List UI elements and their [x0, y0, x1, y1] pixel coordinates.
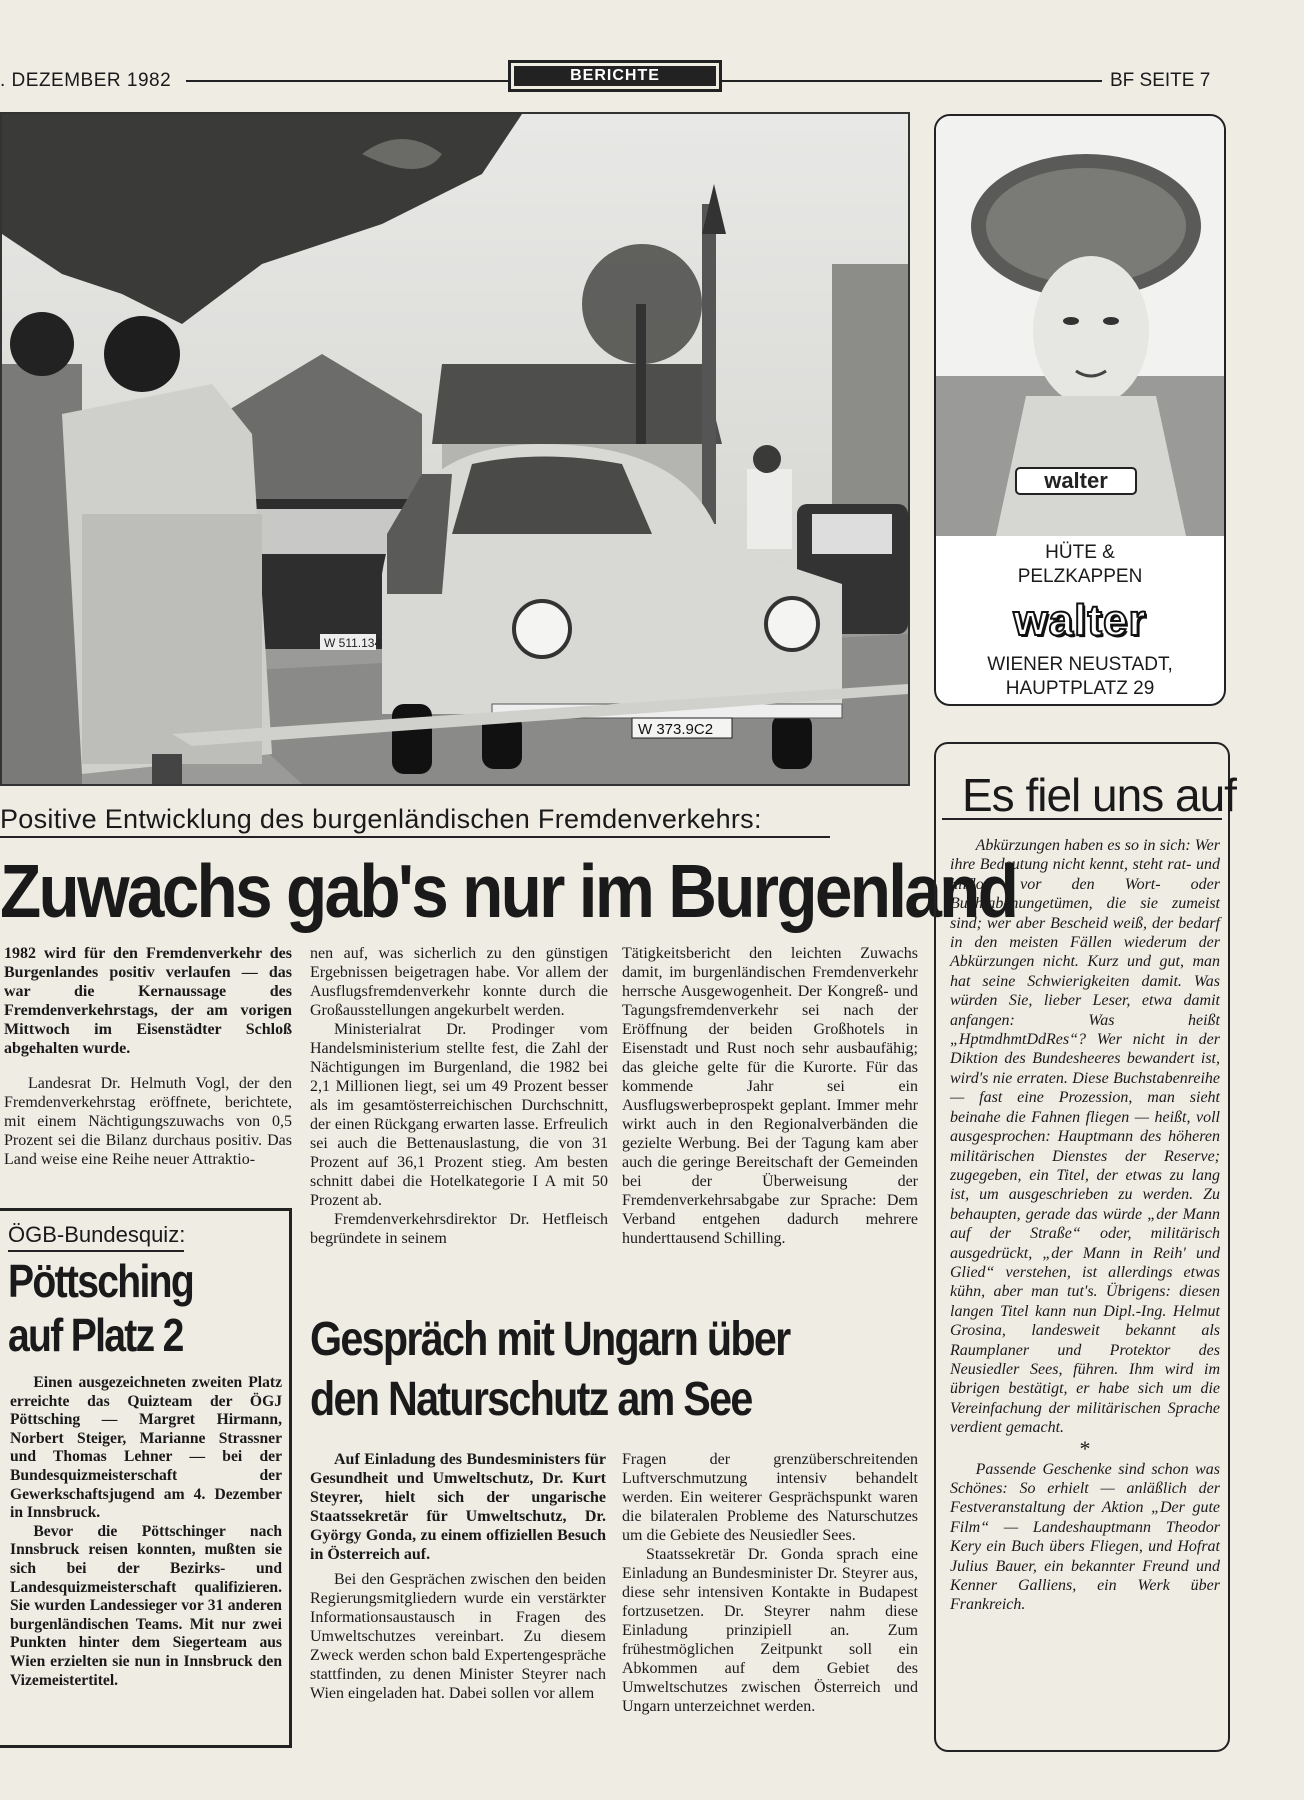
article1-headline: Zuwachs gab's nur im Burgenland	[0, 849, 1017, 933]
article1-col3-text: Tätigkeitsbericht den leichten Zuwachs damit, im burgenländischen Fremdenverkehr herrsche Ausgewogenheit. Der Kongreß- und Tagungsfremdenverkehr sei nach der Eröffnung der beiden Großhotels in Eisenstadt und Rust noch sehr ausbaufähig; das gleiche gelte für die Kurorte. Für das kommende Jahr sei ein Ausflugswerbeprospekt geplant. Immer mehr wirkt auch in den Regionalverbänden die gezielte Werbung. Bei der Tagung kam aber auch die geringe Bereitschaft der Gemeinden bei der Überweisung der Fremdenverkehrsabgabe zur Sprache: Dem Verband entgehen dadurch mehrere hunderttausend Schilling.	[622, 945, 918, 1247]
article1-col1	[4, 944, 292, 1169]
article1-lead: 1982 wird für den Fremdenverkehr des Burgenlandes positiv verlaufen — das war die Kernaussage des Fremdenverkehrstags, der am vorigen Mittwoch im Eisenstädter Schloß abgehalten wurde.	[4, 945, 292, 1057]
article1-col2-p3: Fremdenverkehrsdirektor Dr. Hetfleisch begründete in seinem	[310, 1211, 608, 1247]
quiz-headline-line2: auf Platz 2	[8, 1309, 183, 1361]
article1-kicker-rule	[0, 836, 830, 838]
quiz-body	[10, 1374, 282, 1690]
quiz-kicker: ÖGB-Bundesquiz:	[8, 1222, 186, 1247]
section-label	[508, 60, 722, 92]
article2-col1-body: Bei den Gesprächen zwischen den beiden Regierungsmitgliedern wurde ein verstärkter Informationsaustausch in Fragen des Umweltschutzes vereinbart. Zu diesem Zweck werden schon bald Expertengespräche stattfinden, zu denen Minister Steyrer nach Wien eingeladen hat. Dabei sollen vor allem	[310, 1571, 606, 1702]
quiz-kicker-rule	[8, 1250, 184, 1252]
quiz-body-p2: Bevor die Pöttschinger nach Innsbruck reisen konnten, mußten sie sich bei der Bezirks- und Landesquizmeisterschaft qualifizieren. Sie wurden Landessieger vor 31 anderen burgenländischen Teams. Mit nur zwei Punkten hinter dem Siegerteam aus Wien erzielten sie nun in Innsbruck den Vizemeistertitel.	[10, 1522, 282, 1689]
quiz-headline	[8, 1254, 193, 1362]
article2-col2-p2: Staatssekretär Dr. Gonda sprach eine Einladung an Bundesminister Dr. Steyrer aus, diese sehr intensiven Kontakte in Budapest fortzusetzen. Dr. Steyrer nahm diese Einladung prinzipiell an. Zum frühestmöglichen Zeitpunkt soll ein Abkommen auf dem Gebiet des Umweltschutzes zwischen Österreich und Ungarn unterzeichnet werden.	[622, 1546, 918, 1715]
sidebar-separator: *	[1079, 1435, 1091, 1461]
ad-address-1: WIENER NEUSTADT,	[987, 654, 1173, 675]
sidebar-p2: Passende Geschenke sind schon was Schönes: So erhielt — anläßlich der Festveranstaltung der Aktion „Der gute Film“ — Landeshauptmann Theodor Kery ein Buch übers Fliegen, und Hofrat Julius Bauer, ein bekannter Freund und Kenner Galliens, ein Werk über Frankreich.	[950, 1460, 1220, 1614]
header-rule-left	[186, 80, 508, 82]
article2-col1	[310, 1450, 606, 1703]
sidebar-title: Es fiel uns auf	[962, 769, 1236, 821]
issue-date: . DEZEMBER 1982	[0, 70, 172, 91]
article2-col2-p1: Fragen der grenzüberschreitenden Luftverschmutzung intensiv behandelt werden. Ein weiterer Gesprächspunkt waren die bilateralen Probleme des Naturschutzes um die Gebiete des Neusiedler Sees.	[622, 1451, 918, 1544]
article2-col2	[622, 1450, 918, 1716]
street-photo	[0, 112, 910, 786]
back-plate-text: W 511.134	[324, 636, 382, 650]
ad-line-1: HÜTE &	[1045, 542, 1115, 563]
article1-col1-body: Landesrat Dr. Helmuth Vogl, der den Fremdenverkehrstag eröffnete, berichtete, mit einem Nächtigungszuwachs von 0,5 Prozent sei die Bilanz durchaus positiv. Das Land weise eine Reihe neuer Attraktio-	[4, 1075, 292, 1168]
header-rule-right	[722, 80, 1102, 82]
sidebar-text	[950, 836, 1220, 1615]
ad-line-2: PELZKAPPEN	[1017, 566, 1143, 587]
article1-col2-p1: nen auf, was sicherlich zu den günstigen Ergebnissen beigetragen habe. Vor allem der Ausflugsfremdenverkehr konnte durch die Großausstellungen angekurbelt werden.	[310, 945, 608, 1019]
article1-col2-p2: Ministerialrat Dr. Prodinger vom Handelsministerium stellte fest, die Zahl der Nächtigungen im Burgenland, die 1982 bei 2,1 Millionen liegt, sei um 49 Prozent besser als im gesamtösterreichischen Durchschnitt, der einen Rückgang erwarten lasse. Erfreulich sei auch die Bettenauslastung, die von 31 Prozent auf 36,1 Prozent stieg. Am besten schnitt dabei die Hotelkategorie I A mit 50 Prozent ab.	[310, 1021, 608, 1209]
article2-headline-line2: den Naturschutz am See	[310, 1373, 752, 1426]
ad-logo-small: walter	[1044, 468, 1108, 493]
article1-kicker: Positive Entwicklung des burgenländischen Fremdenverkehrs:	[0, 804, 762, 834]
section-label-text: BERICHTE	[514, 66, 716, 86]
article2-headline-line1: Gespräch mit Ungarn über	[310, 1313, 790, 1366]
quiz-headline-line1: Pöttsching	[8, 1255, 194, 1307]
quiz-body-p1: Einen ausgezeichneten zweiten Platz erreichte das Quizteam der ÖGJ Pöttsching — Margret Hirmann, Norbert Steiger, Marianne Strassner und Thomas Lehner — bei der Bundesquizmeisterschaft der Gewerkschaftsjugend am 4. Dezember in Innsbruck.	[10, 1374, 282, 1522]
article1-col2	[310, 944, 608, 1248]
ad-address-2: HAUPTPLATZ 29	[1005, 678, 1155, 699]
ad-logo-large: walter	[1013, 596, 1147, 645]
sidebar-p1: Abkürzungen haben es so in sich: Wer ihre Bedeutung nicht kennt, steht rat- und hilflos vor den Wort- oder Buchtabenungetümen, die sie zumeist sind; wer aber Bescheid weiß, der bedarf in den meisten Fällen wiederum der Abkürzungen nicht. Kurz und gut, man hat seine Schwierigkeiten damit. Was würden Sie, lieber Leser, etwa damit anfangen: Was heißt „HptmdhmtDdRes“? Wer nicht in der Diktion des Bundesheeres bewandert ist, wird's nie erraten. Diese Buchstabenreihe — fast eine Prozession, man sieht beinahe die Fahnen fliegen — heißt, voll ausgesprochen: Hauptmann des höheren militärischen Dienstes der Reserve; zugegeben, ein Titel, der etwas zu lang ist, um ausgeschrieben zu werden. Zu behaupten, gerade das würde „der Mann auf der Straße“ oder, militärisch ausgedrückt, „der Mann in Reih' und Glied“ verstehen, ist allerdings etwas kühn, aber man tut's. Übrigens: diesen langen Titel kann nun Dipl.-Ing. Helmut Grosina, landesweit bekannt als Raumplaner und Protektor des Neusiedler Sees, führen. Ihm wird im übrigen bestätigt, er habe sich um die Vereinfachung der militärischen Sprache verdient gemacht.	[950, 837, 1220, 1437]
article2-headline	[310, 1310, 789, 1430]
article1-col3	[622, 944, 918, 1248]
walter-hat-ad	[934, 114, 1226, 706]
page-number: BF SEITE 7	[1110, 70, 1211, 91]
street-scene-illustration	[2, 114, 908, 784]
article2-lead: Auf Einladung des Bundesministers für Gesundheit und Umweltschutz, Dr. Kurt Steyrer, hielt sich der ungarische Staatssekretär für Umweltschutz, Dr. György Gonda, zu einem offiziellen Besuch in Österreich auf.	[310, 1451, 606, 1563]
front-plate-text: W 373.9C2	[638, 721, 714, 738]
ad-model-illustration	[936, 116, 1224, 536]
